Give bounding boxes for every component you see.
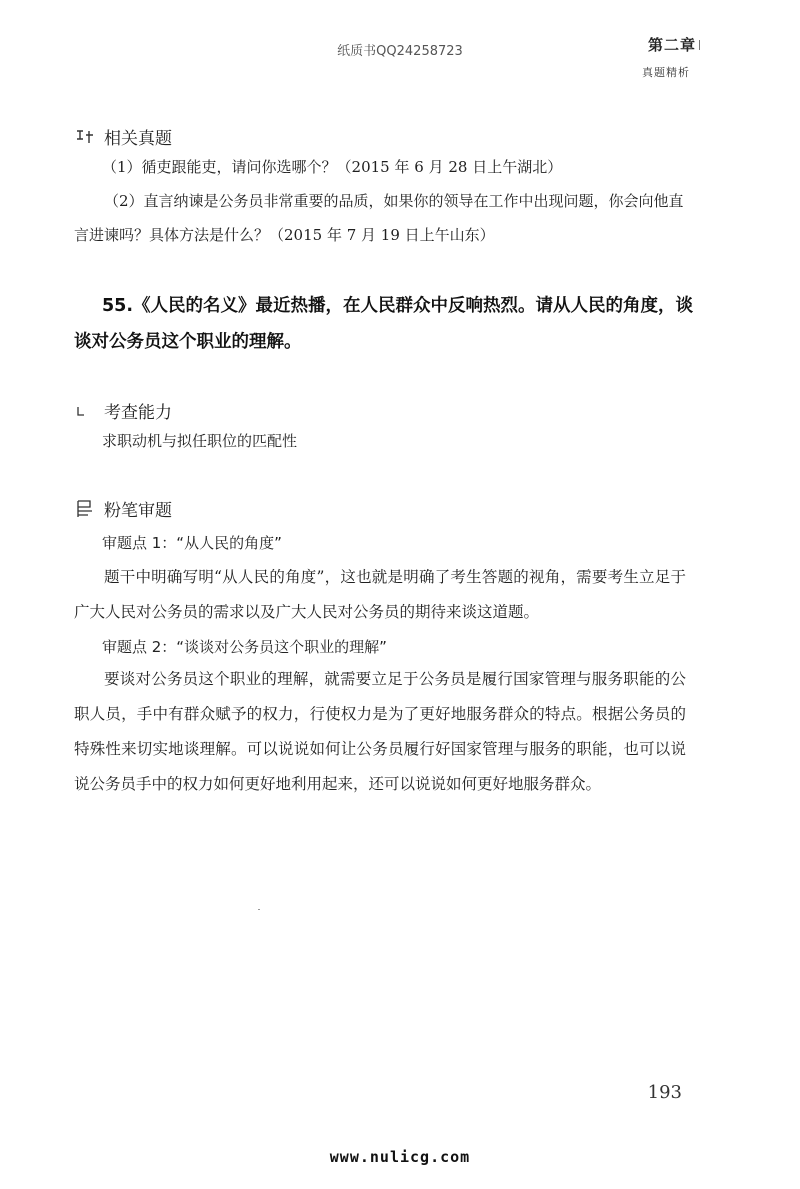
- header-divider: [699, 40, 700, 50]
- ability-icon: [76, 403, 94, 419]
- page-number: 193: [647, 1082, 682, 1103]
- review-point-2-title: 审题点 2：“谈谈对公务员这个职业的理解”: [102, 638, 387, 656]
- review-point-2-text: 要谈对公务员这个职业的理解，就需要立足于公务员是履行国家管理与服务职能的公职人员，手中有群众赋予的权力，行使权力是为了更好地服务群众的特点。根据公务员的特殊性来切实地谈理解。可以说说如何让公务员履行好国家管理与服务的职能，也可以说说公务员手中的权力如何更好地利用起来，还可以说说如何更好地服务群众。: [74, 670, 686, 793]
- review-point-1-title: 审题点 1：“从人民的角度”: [102, 534, 282, 552]
- footer-watermark: www.nulicg.com: [329, 1148, 471, 1166]
- related-question-2: （2）直言纳谏是公务员非常重要的品质，如果你的领导在工作中出现问题，你会向他直言进谏吗？具体方法是什么？（2015 年 7 月 19 日上午山东）: [74, 192, 684, 244]
- review-title: 粉笔审题: [104, 501, 172, 521]
- related-questions-icon: [76, 129, 94, 145]
- related-question-1: （1）循吏跟能吏，请问你选哪个？（2015 年 6 月 28 日上午湖北）: [102, 158, 563, 176]
- question-55: 55.《人民的名义》最近热播，在人民群众中反响热烈。请从人民的角度，谈谈对公务员这个职业的理解。: [74, 296, 693, 352]
- related-questions-title: 相关真题: [104, 129, 172, 149]
- header-watermark: 纸质书QQ24258723: [337, 44, 463, 59]
- scan-speck: [258, 909, 260, 910]
- review-point-1-text: 题干中明确写明“从人民的角度”，这也就是明确了考生答题的视角，需要考生立足于广大人民对公务员的需求以及广大人民对公务员的期待来谈这道题。: [74, 568, 686, 621]
- ability-text: 求职动机与拟任职位的匹配性: [102, 432, 298, 450]
- review-icon: [76, 499, 94, 519]
- ability-title: 考查能力: [104, 403, 172, 423]
- chapter-subtitle: 真题精析: [642, 66, 690, 79]
- ability-heading: [76, 398, 172, 423]
- review-heading: [76, 496, 172, 521]
- chapter-title: 第二章: [647, 36, 696, 54]
- related-questions-heading: [76, 124, 172, 149]
